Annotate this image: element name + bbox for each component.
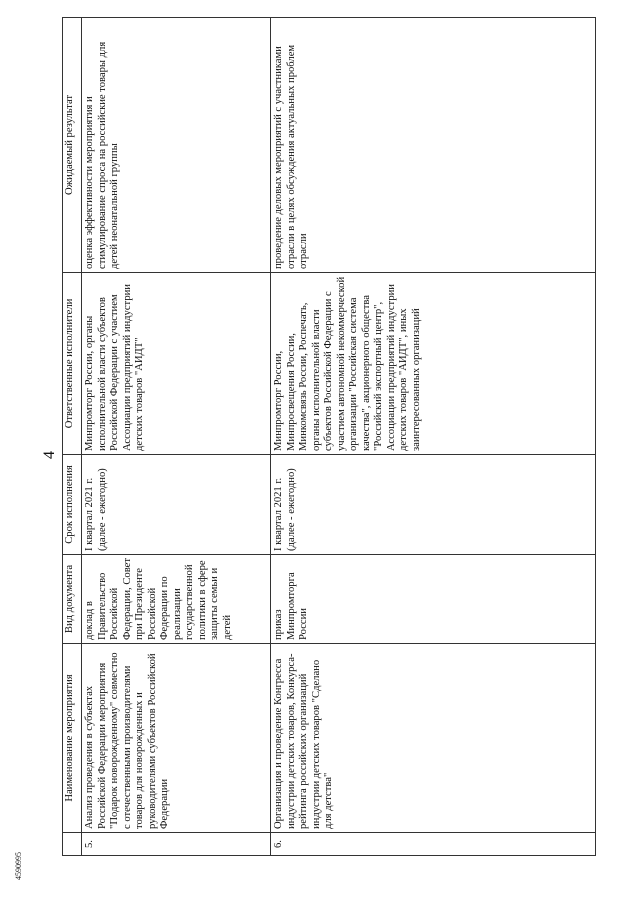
measures-table	[62, 17, 596, 856]
deadline: I квартал 2021 г. (далее - ежегодно)	[82, 455, 271, 555]
table-row	[271, 18, 596, 856]
document-type: приказ Минпромторга России	[271, 555, 596, 644]
measure-name: Организация и проведение Конгресса индустрии детских товаров, Конкурса-рейтинга российских организаций индустрии детских товаров "Сделано для детства"	[271, 644, 596, 833]
header-document-type: Вид документа	[63, 555, 82, 644]
measures-table-container	[62, 41, 596, 856]
header-deadline: Срок исполнения	[63, 455, 82, 555]
page-number: 4	[41, 451, 58, 459]
executors: Минпромторг России, Минпросвещения России, Минкомсвязь России, Роспечать, органы исполнительной власти субъектов Российской Федерации с участием автономной некоммерческой организации "Российская система качества", акционерного общества "Российский экспортный центр", Ассоциации предприятий индустрии детских товаров "АИДТ", иных заинтересованных организаций	[271, 273, 596, 455]
table-header-row	[63, 18, 82, 856]
row-number: 6.	[271, 833, 596, 856]
measure-name: Анализ проведения в субъектах Российской Федерации мероприятия "Подарок новорожденному" совместно с отечественными производителями товаров для новорожденных и руководителями субъектов Российской Федерации	[82, 644, 271, 833]
document-type: доклад в Правительство Российской Федерации, Совет при Президенте Российской Федерации по реализации государственной политики в сфере защиты семьи и детей	[82, 555, 271, 644]
header-number	[63, 833, 82, 856]
row-number: 5.	[82, 833, 271, 856]
executors: Минпромторг России, органы исполнительной власти субъектов Российской Федерации с участием Ассоциации предприятий индустрии детских товаров "АИДТ"	[82, 273, 271, 455]
expected-result: оценка эффективности мероприятия и стимулирование спроса на российские товары для детей неонатальной группы	[82, 18, 271, 273]
header-executors: Ответственные исполнители	[63, 273, 82, 455]
document-code: 4590995	[14, 852, 23, 880]
header-expected-result: Ожидаемый результат	[63, 18, 82, 273]
deadline: I квартал 2021 г. (далее - ежегодно)	[271, 455, 596, 555]
header-measure-name: Наименование мероприятия	[63, 644, 82, 833]
table-row	[82, 18, 271, 856]
expected-result: проведение деловых мероприятий с участниками отрасли в целях обсуждения актуальных проблем отрасли	[271, 18, 596, 273]
